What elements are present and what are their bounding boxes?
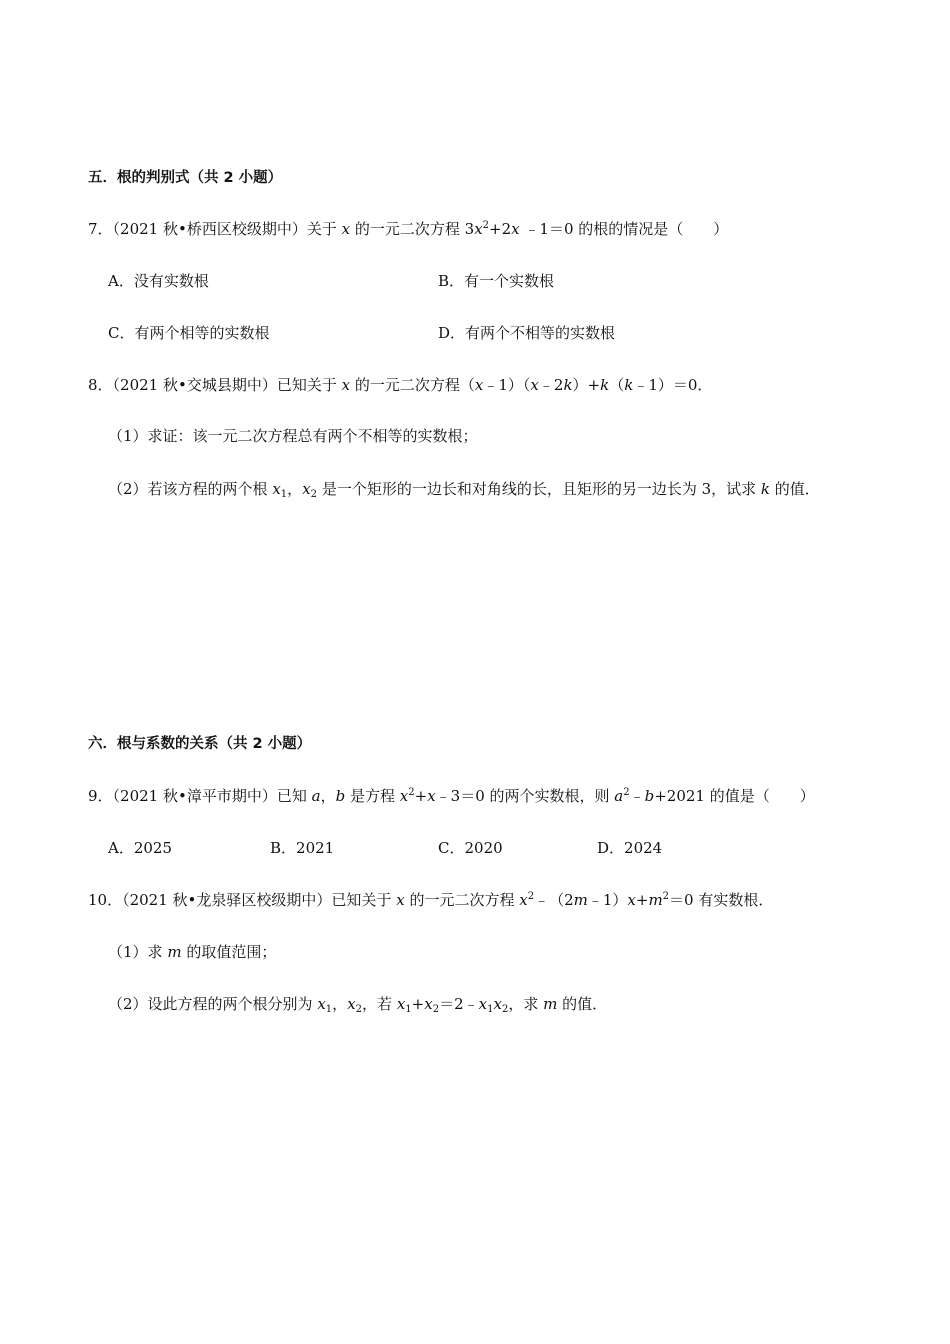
option-b[interactable]: B．有一个实数根 — [438, 272, 555, 290]
question-number: 7． — [88, 220, 113, 238]
option-c[interactable]: C．2020 — [438, 839, 503, 857]
question-source: （2021 秋•龙泉驿区校级期中） — [122, 891, 332, 909]
question-8-part-1: （1）求证：该一元二次方程总有两个不相等的实数根； — [108, 427, 478, 445]
question-8-stem: 8．（2021 秋•交城县期中）已知关于 x 的一元二次方程（x﹣1）（x﹣2k）+k（k﹣1）＝0． — [88, 376, 713, 394]
question-number: 9． — [88, 787, 113, 805]
question-7-stem: 7．（2021 秋•桥西区校级期中）关于 x 的一元二次方程 $3x^2+2x$ ﹣1＝0 的根的情况是（ ） — [88, 220, 729, 238]
option-c[interactable]: C．有两个相等的实数根 — [108, 324, 270, 342]
question-10-part-1: （1）求 m 的取值范围； — [108, 943, 277, 961]
option-d[interactable]: D．有两个不相等的实数根 — [438, 324, 616, 342]
option-a[interactable]: A．没有实数根 — [108, 272, 209, 290]
question-8-part-2: （2）若该方程的两个根 $x_1$，$x_2$ 是一个矩形的一边长和对角线的长，且矩形的另一边长为 3，试求 k 的值． — [108, 480, 820, 500]
question-number: 10． — [88, 891, 123, 909]
option-b[interactable]: B．2021 — [270, 839, 335, 857]
question-number: 8． — [88, 376, 113, 394]
question-source: （2021 秋•漳平市期中） — [112, 787, 277, 805]
question-10-stem: 10．（2021 秋•龙泉驿区校级期中）已知关于 x 的一元二次方程 $x^2﹣(2m﹣1)x+m^2=0$ 有实数根． — [88, 891, 774, 909]
option-a[interactable]: A．2025 — [108, 839, 173, 857]
question-10-part-2: （2）设此方程的两个根分别为 $x_1$，$x_2$，若 $x_1+x_2=2﹣x_1x_2$，求 m 的值． — [108, 995, 608, 1015]
question-source: （2021 秋•交城县期中） — [112, 376, 277, 394]
question-9-stem: 9．（2021 秋•漳平市期中）已知 a，b 是方程 $x^2+x﹣3=0$ 的两个实数根，则 $a^2﹣b+2021$ 的值是（ ） — [88, 787, 815, 805]
section-title: 五．根的判别式（共 2 小题） — [88, 170, 283, 186]
section-title: 六．根与系数的关系（共 2 小题） — [88, 736, 312, 752]
question-source: （2021 秋•桥西区校级期中） — [112, 220, 307, 238]
option-d[interactable]: D．2024 — [597, 839, 663, 857]
